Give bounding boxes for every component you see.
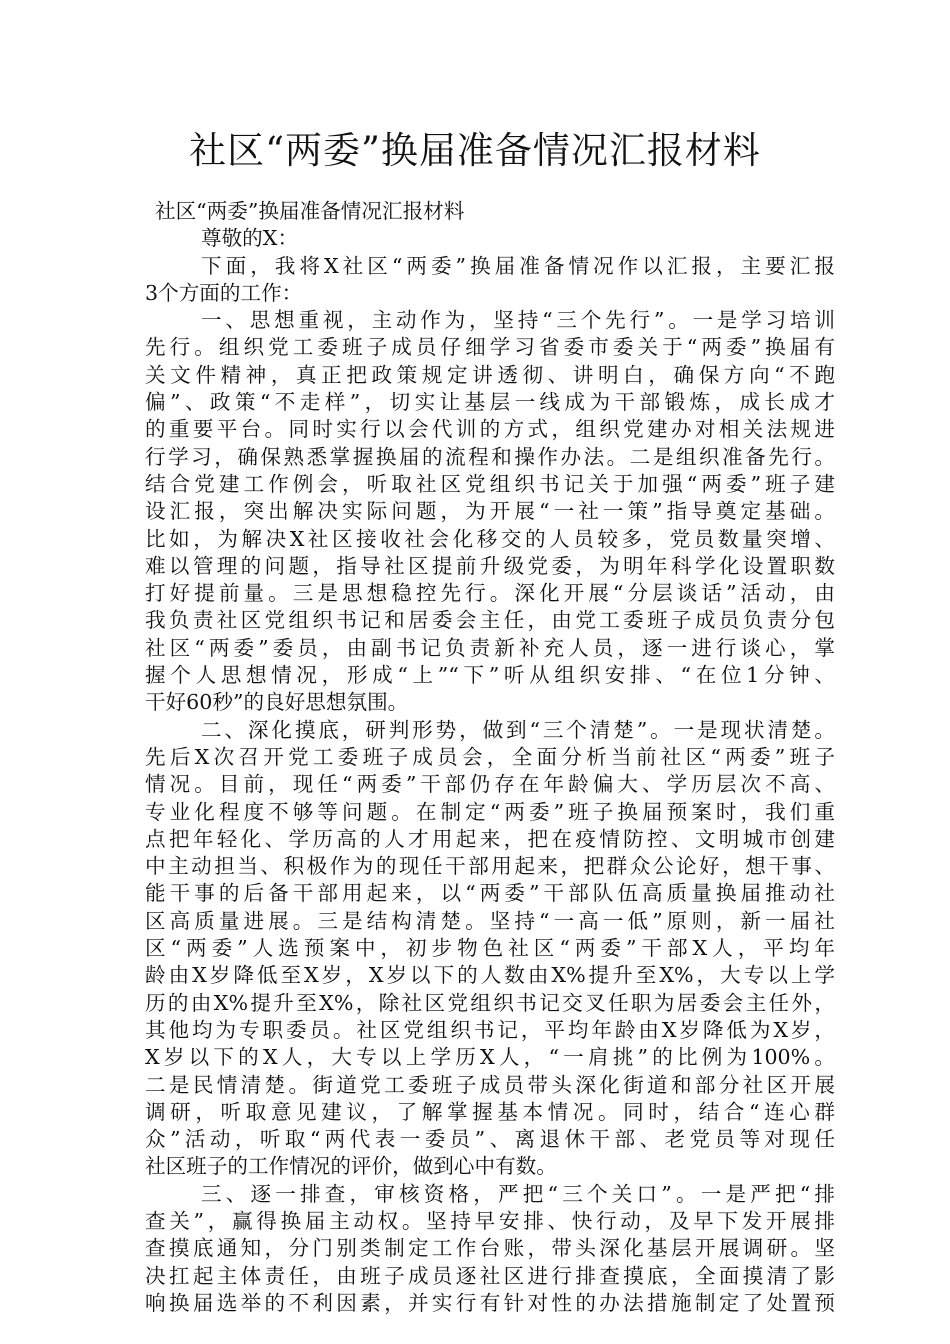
text-line: 响换届选举的不利因素，并实行有针对性的办法措施制定了处置预	[145, 1290, 835, 1315]
text-line: 其他均为专职委员。社区党组织书记，平均年龄由X岁降低为X岁，	[145, 1017, 835, 1042]
document-title: 社区“两委”换届准备情况汇报材料	[189, 129, 761, 172]
text-line: 的重要平台。同时实行以会代训的方式，组织党建办对相关法规进	[145, 417, 835, 442]
salutation-line: 尊敬的X：	[201, 226, 299, 251]
text-line: 情况。目前，现任“两委”干部仍存在年龄偏大、学历层次不高、	[145, 772, 835, 797]
text-line: X岁以下的X人，大专以上学历X人，“一肩挑”的比例为100%。	[145, 1045, 835, 1070]
text-line: 行学习，确保熟悉掌握换届的流程和操作办法。二是组织准备先行。	[145, 444, 835, 469]
text-line: 调研，听取意见建议，了解掌握基本情况。同时，结合“连心群	[145, 1099, 835, 1124]
text-line: 设汇报，突出解决实际问题，为开展“一社一策”指导奠定基础。	[145, 499, 835, 524]
text-line: 中主动担当、积极作为的现任干部用起来，把群众公论好，想干事、	[145, 854, 835, 879]
text-line: 决扛起主体责任，由班子成员逐社区进行排查摸底，全面摸清了影	[145, 1263, 835, 1288]
text-line: 区“两委”人选预案中，初步物色社区“两委”干部X人，平均年	[145, 936, 835, 961]
text-line: 握个人思想情况，形成“上”“下”听从组织安排、“在位1分钟、	[145, 663, 835, 688]
text-line: 区高质量进展。三是结构清楚。坚持“一高一低”原则，新一届社	[145, 908, 835, 933]
text-line: 我负责社区党组织书记和居委会主任，由党工委班子成员负责分包	[145, 608, 835, 633]
text-line: 社区班子的工作情况的评价，做到心中有数。	[145, 1154, 557, 1179]
text-line: 社区“两委”委员，由副书记负责新补充人员，逐一进行谈心，掌	[145, 635, 835, 660]
text-line: 比如，为解决X社区接收社会化移交的人员较多，党员数量突增、	[145, 526, 835, 551]
text-line: 偏”、政策“不走样”，切实让基层一线成为干部锻炼，成长成才	[145, 390, 835, 415]
text-line: 干好60秒”的良好思想氛围。	[145, 690, 409, 715]
text-line: 历的由X%提升至X%，除社区党组织书记交叉任职为居委会主任外，	[145, 990, 835, 1015]
text-line: 专业化程度不够等问题。在制定“两委”班子换届预案时，我们重	[145, 799, 835, 824]
subtitle-line: 社区“两委”换届准备情况汇报材料	[155, 199, 465, 223]
text-line: 能干事的后备干部用起来，以“两委”干部队伍高质量换届推动社	[145, 881, 835, 906]
text-line: 查摸底通知，分门别类制定工作台账，带头深化基层开展调研。坚	[145, 1236, 835, 1261]
text-line: 二是民情清楚。街道党工委班子成员带头深化街道和部分社区开展	[145, 1072, 835, 1097]
text-line: 查关”，赢得换届主动权。坚持早安排、快行动，及早下发开展排	[145, 1208, 835, 1233]
text-line: 一、思想重视，主动作为，坚持“三个先行”。一是学习培训	[201, 308, 835, 333]
text-line: 下面，我将X社区“两委”换届准备情况作以汇报，主要汇报	[201, 253, 835, 278]
text-line: 龄由X岁降低至X岁，X岁以下的人数由X%提升至X%，大专以上学	[145, 963, 835, 988]
text-line: 众”活动，听取“两代表一委员”、离退休干部、老党员等对现任	[145, 1127, 835, 1152]
text-line: 点把年轻化、学历高的人才用起来，把在疫情防控、文明城市创建	[145, 826, 835, 851]
text-line: 打好提前量。三是思想稳控先行。深化开展“分层谈话”活动，由	[145, 581, 835, 606]
text-line: 先后X次召开党工委班子成员会，全面分析当前社区“两委”班子	[145, 744, 835, 769]
text-line: 结合党建工作例会，听取社区党组织书记关于加强“两委”班子建	[145, 471, 835, 496]
document-body	[145, 198, 835, 1317]
text-line: 3个方面的工作：	[145, 280, 303, 305]
text-line: 关文件精神，真正把政策规定讲透彻、讲明白，确保方向“不跑	[145, 362, 835, 387]
text-line: 先行。组织党工委班子成员仔细学习省委市委关于“两委”换届有	[145, 335, 835, 360]
text-line: 二、深化摸底，研判形势，做到“三个清楚”。一是现状清楚。	[201, 717, 835, 742]
text-line: 三、逐一排查，审核资格，严把“三个关口”。一是严把“排	[201, 1181, 835, 1206]
text-line: 难以管理的问题，指导社区提前升级党委，为明年科学化设置职数	[145, 553, 835, 578]
